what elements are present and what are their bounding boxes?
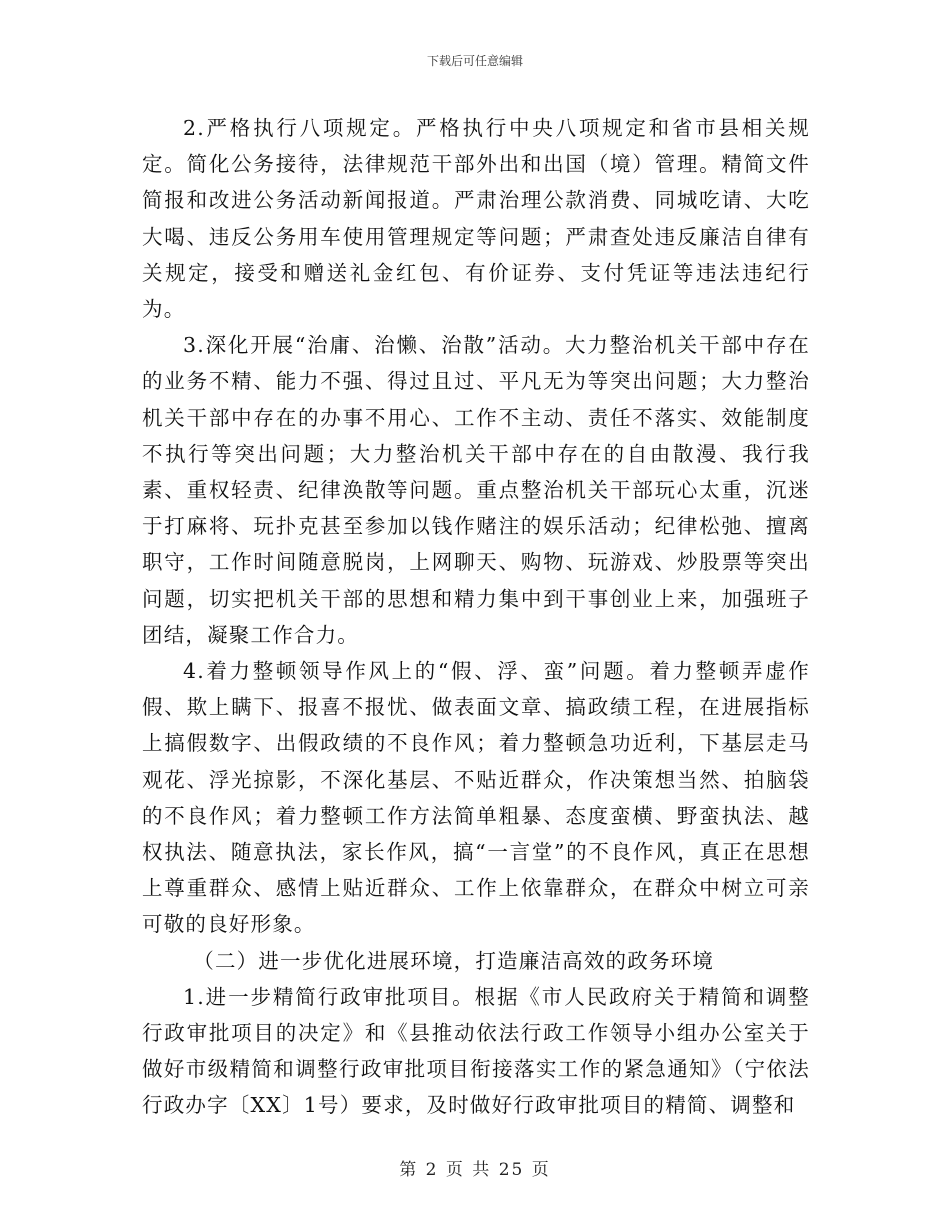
page-number-footer: 第 2 页 共 25 页 [399, 1160, 551, 1180]
paragraph-leadership-style: 4.着力整顿领导作风上的“假、浮、蛮”问题。着力整顿弄虚作假、欺上瞒下、报喜不报忧、做表面文章、搞政绩工程，在进展指标上搞假数字、出假政绩的不良作风；着力整顿急功近利，下基层走马观花、浮光掠影，不深化基层、不贴近群众，作决策想当然、拍脑袋的不良作风；着力整顿工作方法简单粗暴、态度蛮横、野蛮执法、越权执法、随意执法，家长作风，搞“一言堂”的不良作风，真正在思想上尊重群众、感情上贴近群众、工作上依靠群众，在群众中树立可亲可敬的良好形象。 [142, 659, 810, 937]
section-heading-environment: （二）进一步优化进展环境，打造廉洁高效的政务环境 [193, 948, 715, 973]
document-body [142, 110, 810, 1124]
page-header: 下载后可任意编辑 [426, 54, 523, 68]
paragraph-administrative-approval: 1.进一步精简行政审批项目。根据《市人民政府关于精简和调整行政审批项目的决定》和《县推动依法行政工作领导小组办公室关于做好市级精简和调整行政审批项目衔接落实工作的紧急通知》（宁依法行政办字〔XX〕1号）要求，及时做好行政审批项目的精简、调整和 [142, 984, 810, 1118]
paragraph-three-rectifications: 3.深化开展“治庸、治懒、治散”活动。大力整治机关干部中存在的业务不精、能力不强、得过且过、平凡无为等突出问题；大力整治机关干部中存在的办事不用心、工作不主动、责任不落实、效能制度不执行等突出问题；大力整治机关干部中存在的自由散漫、我行我素、重权轻责、纪律涣散等问题。重点整治机关干部玩心太重，沉迷于打麻将、玩扑克甚至参加以钱作赌注的娱乐活动；纪律松弛、擅离职守，工作时间随意脱岗，上网聊天、购物、玩游戏、炒股票等突出问题，切实把机关干部的思想和精力集中到干事创业上来，加强班子团结，凝聚工作合力。 [142, 333, 810, 647]
paragraph-strict-regulations: 2.严格执行八项规定。严格执行中央八项规定和省市县相关规定。简化公务接待，法律规范干部外出和出国（境）管理。精简文件简报和改进公务活动新闻报道。严肃治理公款消费、同城吃请、大吃大喝、违反公务用车使用管理规定等问题；严肃查处违反廉洁自律有关规定，接受和赠送礼金红包、有价证券、支付凭证等违法违纪行为。 [142, 116, 810, 322]
